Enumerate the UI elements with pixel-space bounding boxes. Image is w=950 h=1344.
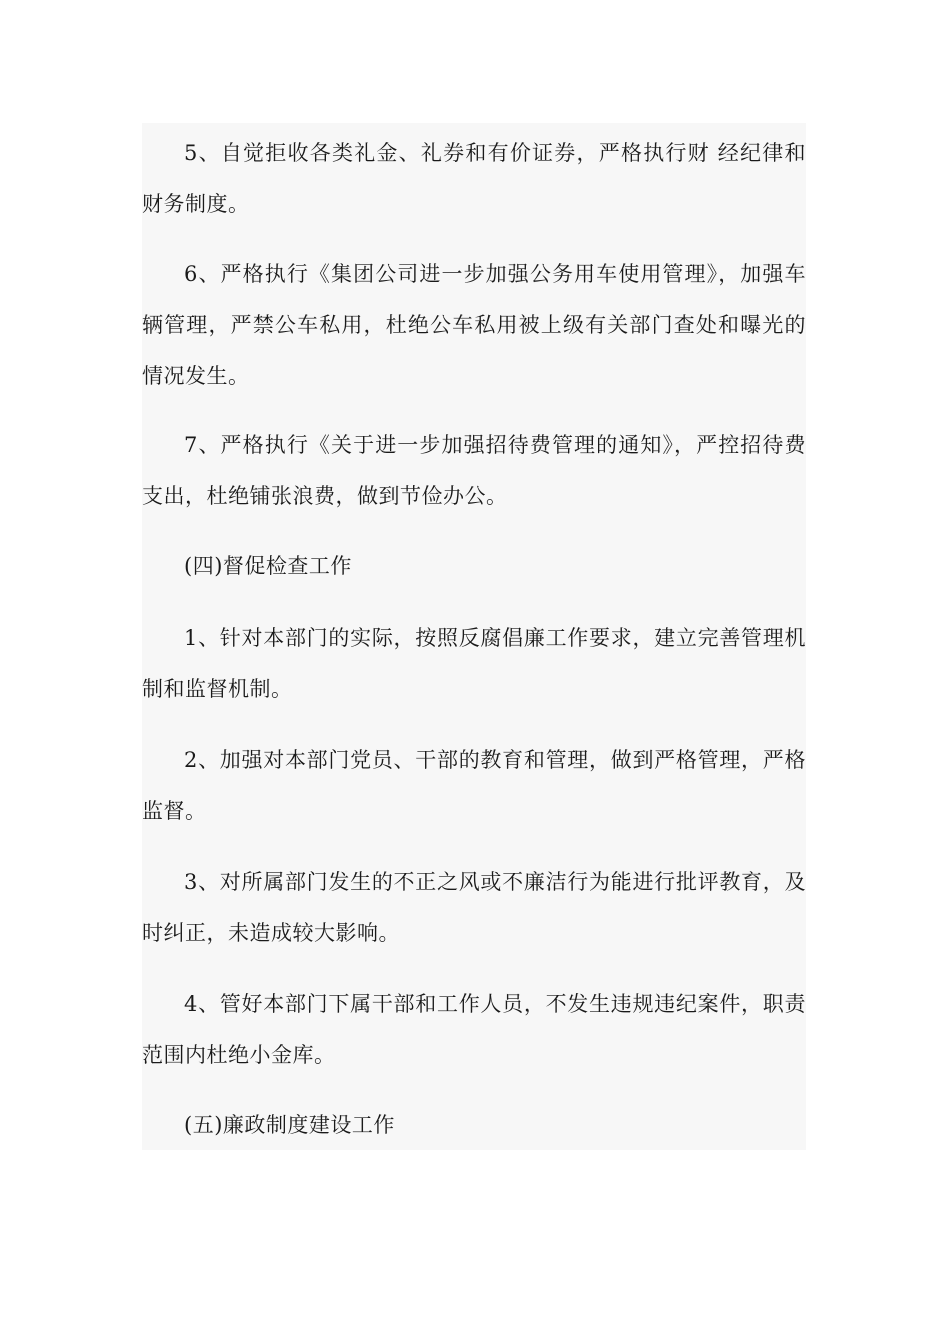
paragraph-item-5: 5、自觉拒收各类礼金、礼券和有价证券，严格执行财 经纪律和财务制度。 xyxy=(142,141,806,216)
paragraph-item-2: 2、加强对本部门党员、干部的教育和管理，做到严格管理，严格监督。 xyxy=(142,748,806,823)
paragraph-item-4: 4、管好本部门下属干部和工作人员，不发生违规违纪案件，职责范围内杜绝小金库。 xyxy=(142,992,806,1067)
document-text-block xyxy=(142,123,806,1150)
paragraph-item-1: 1、针对本部门的实际，按照反腐倡廉工作要求，建立完善管理机制和监督机制。 xyxy=(142,626,806,701)
paragraph-item-7: 7、严格执行《关于进一步加强招待费管理的通知》，严控招待费支出，杜绝铺张浪费，做到节俭办公。 xyxy=(142,433,806,508)
paragraph-item-3: 3、对所属部门发生的不正之风或不廉洁行为能进行批评教育，及时纠正，未造成较大影响。 xyxy=(142,870,806,945)
section-heading-5: (五)廉政制度建设工作 xyxy=(184,1113,395,1137)
section-heading-4: (四)督促检查工作 xyxy=(184,554,352,578)
paragraph-item-6: 6、严格执行《集团公司进一步加强公务用车使用管理》，加强车辆管理，严禁公车私用，杜绝公车私用被上级有关部门查处和曝光的情况发生。 xyxy=(142,262,806,388)
